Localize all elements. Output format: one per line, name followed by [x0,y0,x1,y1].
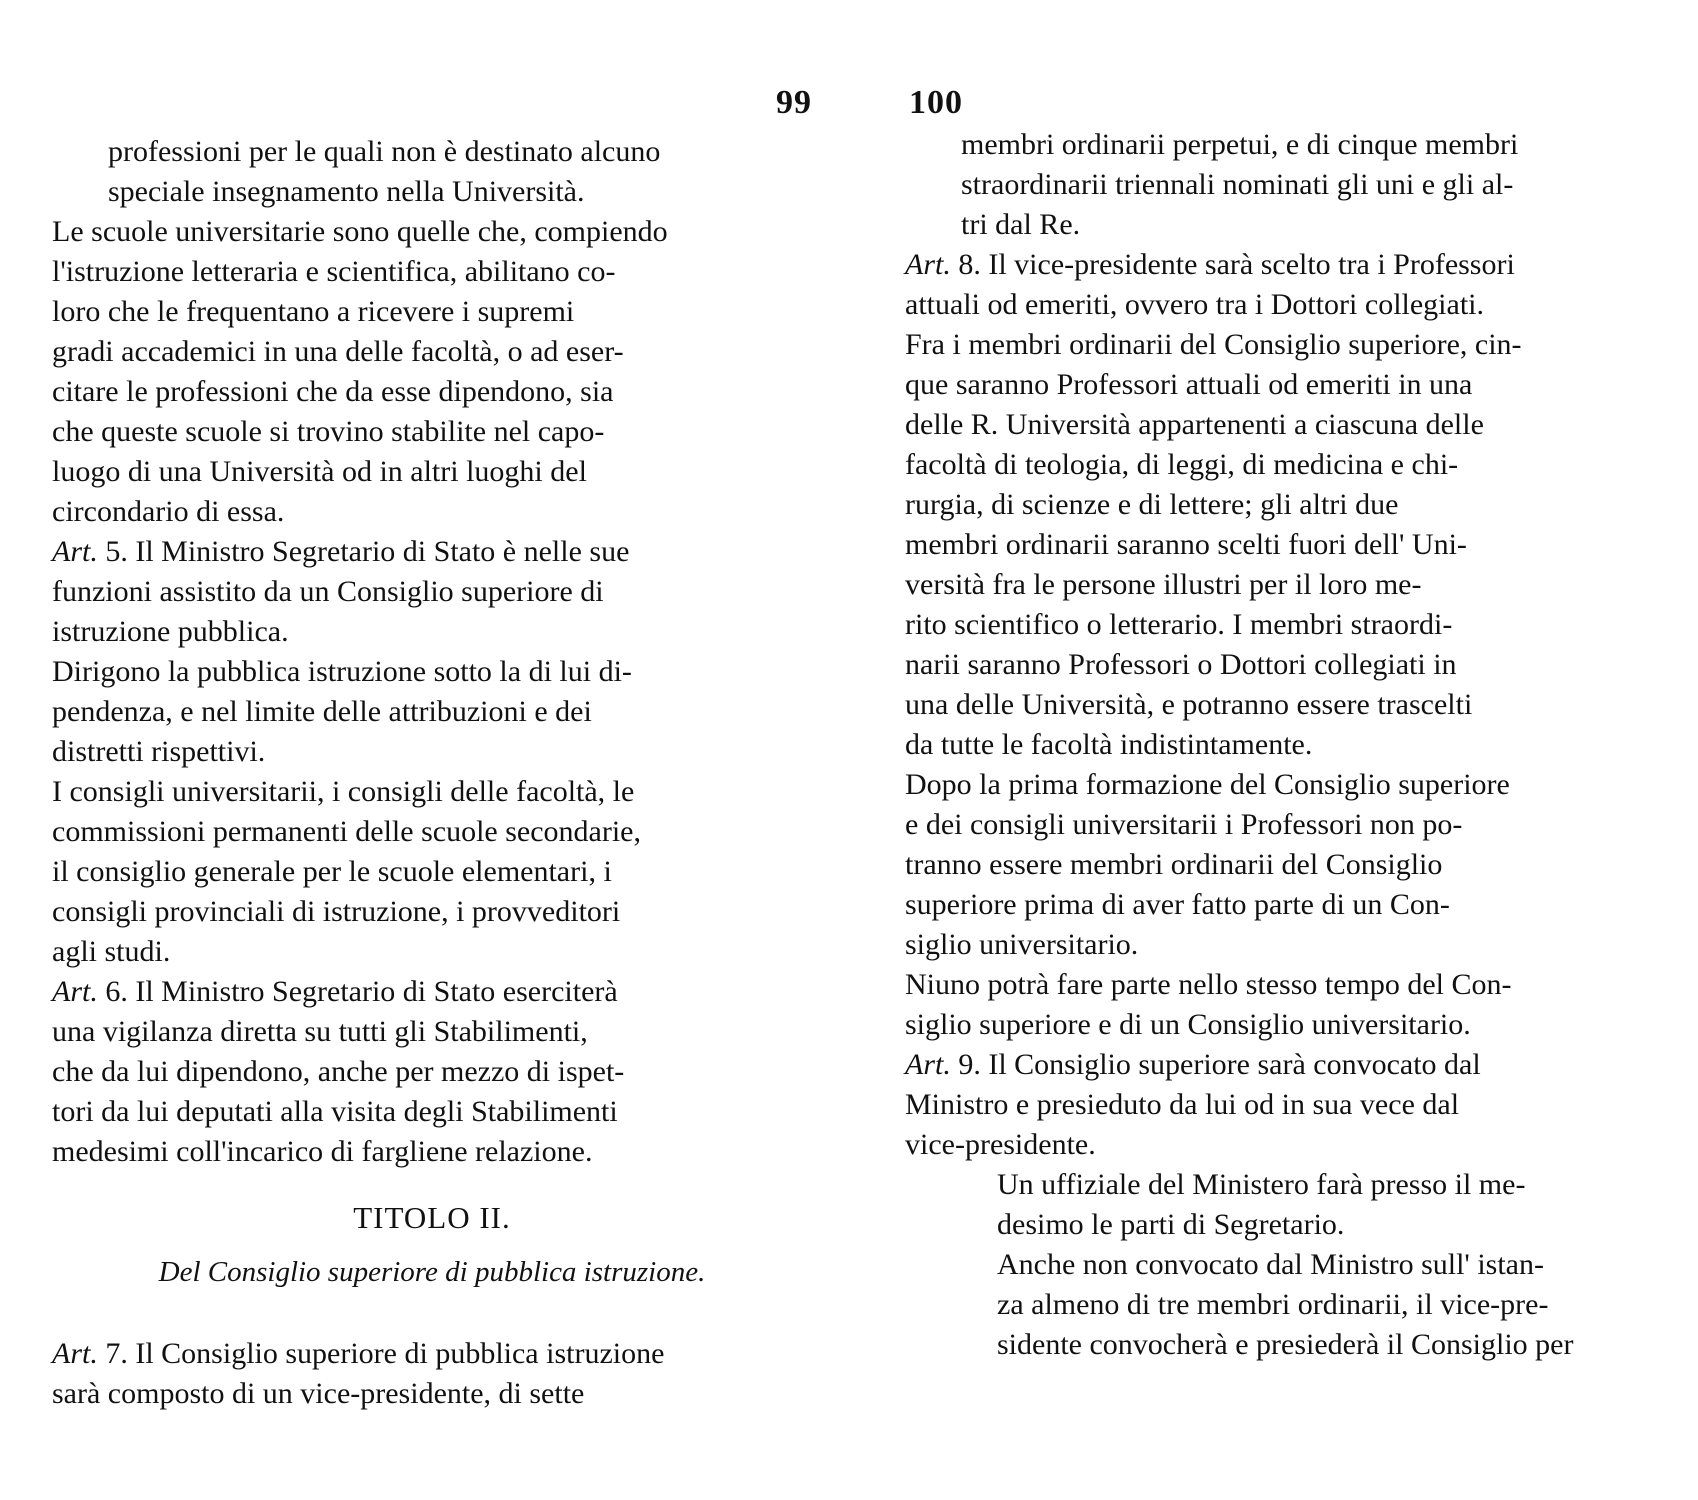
text-line: Dopo la prima formazione del Consiglio superiore [905,768,1510,801]
paragraph [52,212,812,532]
text-line: tranno essere membri ordinarii del Consiglio [905,848,1443,881]
text-line: l'istruzione letteraria e scientifica, abilitano co- [52,255,616,288]
text-line: il consiglio generale per le scuole elementari, i [52,855,612,888]
paragraph [52,652,812,772]
article-label: Art. [905,248,951,281]
article-label: Art. [52,535,98,568]
text-line: sarà composto di un vice-presidente, di sette [52,1377,585,1410]
text-line: citare le professioni che da esse dipendono, sia [52,375,614,408]
text-line: straordinarii triennali nominati gli uni e gli al- [961,168,1514,201]
text-line: siglio universitario. [905,928,1139,961]
text-line: gradi accademici in una delle facoltà, o ad eser- [52,335,624,368]
article-label: Art. [52,975,98,1008]
article-label: Art. [52,1337,98,1370]
text-line: agli studi. [52,935,171,968]
text-line [905,1045,1665,1085]
text-line: membri ordinarii saranno scelti fuori dell' Uni- [905,528,1467,561]
text-line: Anche non convocato dal Ministro sull' istan- [997,1248,1544,1281]
paragraph [905,1245,1665,1365]
text-line: luogo di una Università od in altri luoghi del [52,455,587,488]
text-line: una delle Università, e potranno essere trascelti [905,688,1473,721]
text-line: attuali od emeriti, ovvero tra i Dottori collegiati. [905,288,1484,321]
text-line: da tutte le facoltà indistintamente. [905,728,1313,761]
text-line: funzioni assistito da un Consiglio superiore di [52,575,604,608]
text-line: Le scuole universitarie sono quelle che, compiendo [52,215,668,248]
text-line: versità fra le persone illustri per il loro me- [905,568,1422,601]
text-line: tri dal Re. [961,208,1081,241]
text-line: professioni per le quali non è destinato alcuno [108,135,661,168]
text-line: delle R. Università appartenenti a ciascuna delle [905,408,1484,441]
paragraph [52,772,812,972]
text-line: commissioni permanenti delle scuole secondarie, [52,815,641,848]
text-line: pendenza, e nel limite delle attribuzioni e dei [52,695,592,728]
text-line [905,245,1665,285]
text-line: speciale insegnamento nella Università. [108,175,585,208]
text-line: Niuno potrà fare parte nello stesso tempo del Con- [905,968,1512,1001]
article-text: 6. Il Ministro Segretario di Stato eserciterà [97,975,618,1008]
paragraph [905,1165,1665,1245]
paragraph [52,132,812,212]
text-line: siglio superiore e di un Consiglio universitario. [905,1008,1471,1041]
text-line: che da lui dipendono, anche per mezzo di ispet- [52,1055,625,1088]
right-page-body [905,125,1665,1365]
text-line: Ministro e presieduto da lui od in sua vece dal [905,1088,1460,1121]
paragraph [905,245,1665,325]
article-label: Art. [905,1048,951,1081]
section-title: TITOLO II. [353,1200,511,1235]
paragraph [905,125,1665,245]
text-line: vice-presidente. [905,1128,1096,1161]
paragraph [52,532,812,652]
text-line: istruzione pubblica. [52,615,289,648]
text-line: consigli provinciali di istruzione, i provveditori [52,895,621,928]
text-line: loro che le frequentano a ricevere i supremi [52,295,575,328]
text-line: rito scientifico o letterario. I membri straordi- [905,608,1453,641]
text-line: desimo le parti di Segretario. [997,1208,1345,1241]
paragraph [905,765,1665,965]
text-line: una vigilanza diretta su tutti gli Stabilimenti, [52,1015,588,1048]
text-line: medesimi coll'incarico di fargliene relazione. [52,1135,593,1168]
text-line: superiore prima di aver fatto parte di un Con- [905,888,1450,921]
text-line: membri ordinarii perpetui, e di cinque membri [961,128,1519,161]
article-text: 9. Il Consiglio superiore sarà convocato dal [950,1048,1481,1081]
text-line [52,532,812,572]
paragraph [905,965,1665,1045]
text-line: Fra i membri ordinarii del Consiglio superiore, cin- [905,328,1522,361]
text-line: sidente convocherà e presiederà il Consiglio per [997,1328,1574,1361]
text-line: distretti rispettivi. [52,735,266,768]
paragraph [52,972,812,1172]
text-line: narii saranno Professori o Dottori collegiati in [905,648,1457,681]
page-number-left: 99 [776,84,812,121]
text-line: que saranno Professori attuali od emeriti in una [905,368,1473,401]
text-line: tori da lui deputati alla visita degli Stabilimenti [52,1095,618,1128]
text-line: che queste scuole si trovino stabilite nel capo- [52,415,605,448]
text-line: circondario di essa. [52,495,285,528]
text-line: e dei consigli universitarii i Professori non po- [905,808,1463,841]
paragraph [905,325,1665,765]
text-line [52,1334,812,1374]
left-page-body [52,132,812,1414]
text-line: facoltà di teologia, di leggi, di medicina e chi- [905,448,1459,481]
paragraph [905,1045,1665,1165]
article-text: 8. Il vice-presidente sarà scelto tra i Professori [950,248,1515,281]
text-line: rurgia, di scienze e di lettere; gli altri due [905,488,1399,521]
text-line: za almeno di tre membri ordinarii, il vice-pre- [997,1288,1549,1321]
paragraph [52,1334,812,1414]
text-line: Un uffiziale del Ministero farà presso il me- [997,1168,1526,1201]
section-subtitle: Del Consiglio superiore di pubblica istruzione. [158,1256,706,1288]
page-number-right: 100 [909,84,963,121]
article-text: 5. Il Ministro Segretario di Stato è nelle sue [97,535,630,568]
text-line: I consigli universitarii, i consigli delle facoltà, le [52,775,635,808]
text-line [52,972,812,1012]
article-text: 7. Il Consiglio superiore di pubblica istruzione [97,1337,665,1370]
text-line: Dirigono la pubblica istruzione sotto la di lui di- [52,655,632,688]
